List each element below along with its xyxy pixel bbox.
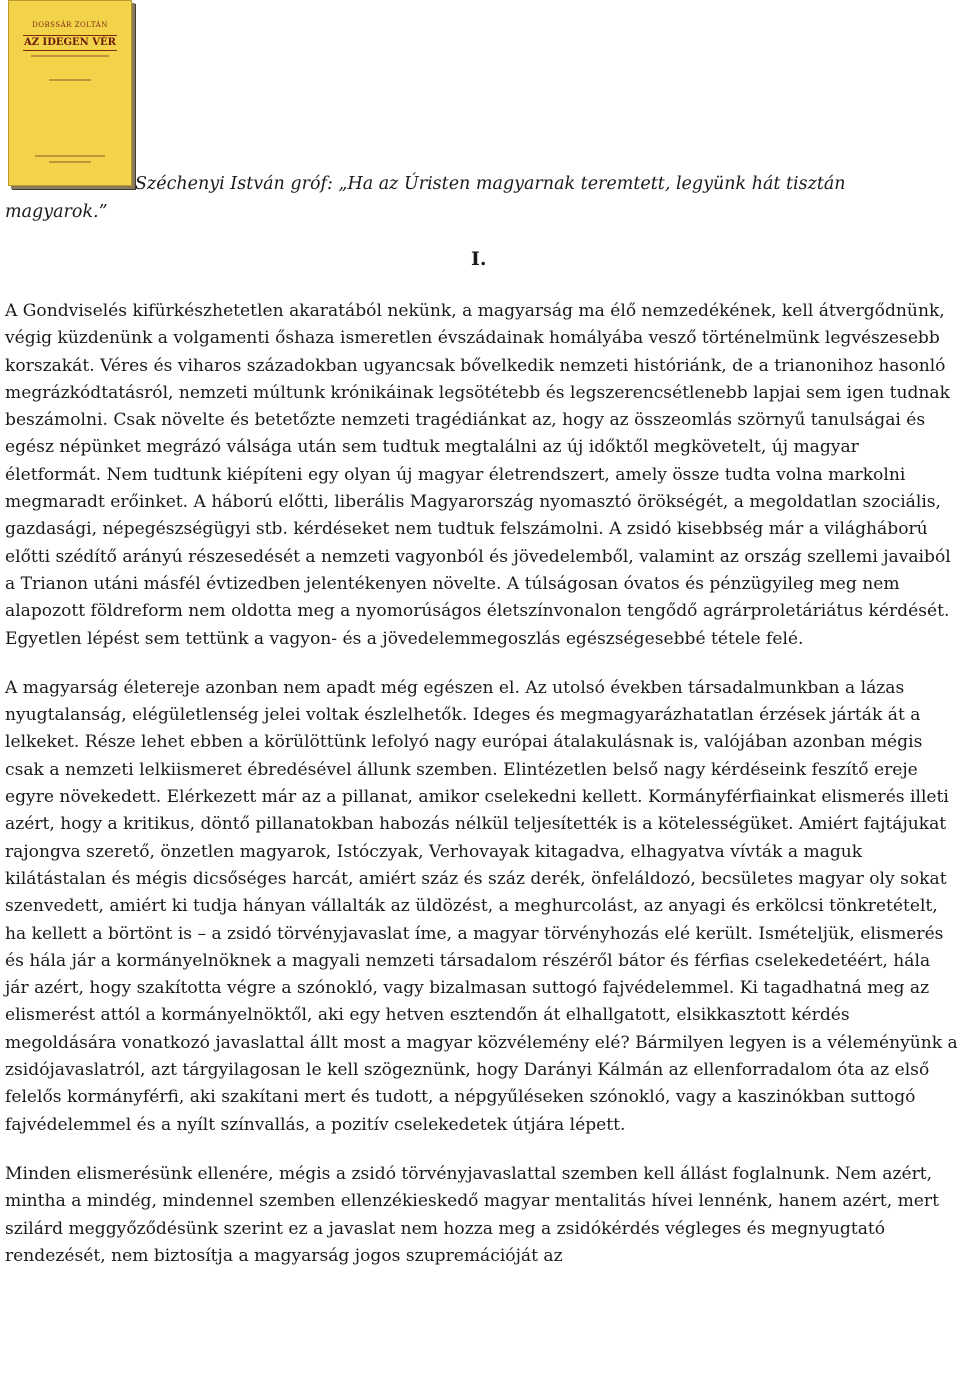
book-cover-author: DOBSSÁR ZOLTÁN	[32, 21, 108, 29]
epigraph-quote: Széchenyi István gróf: „Ha az Úristen magyarnak teremtett, legyünk hát tisztán magyarok.”	[5, 174, 846, 222]
book-cover-title: AZ IDEGEN VÉR	[23, 35, 117, 51]
book-cover-rule	[35, 155, 105, 157]
book-cover-rule	[49, 161, 91, 163]
body-text	[5, 298, 958, 1292]
book-cover-rule	[49, 79, 91, 81]
book-cover-image	[8, 0, 132, 186]
document-header	[5, 0, 958, 232]
section-number: I.	[471, 248, 487, 270]
document-page	[5, 0, 958, 1266]
book-cover-rule	[31, 55, 109, 57]
paragraph: A Gondviselés kifürkészhetetlen akaratából nekünk, a magyarság ma élő nemzedékének, kell átvergődnünk, végig küzdenünk a volgamenti őshaza ismeretlen évszádainak homályába vesző történelmünk legvészesebb korszakát. Véres és viharos századokban ugyancsak bővelkedik nemzeti históriánk, de a trianonihoz hasonló megrázkódtatásról, nemzeti múltunk krónikáinak legsötétebb és legszerencsétlenebb lapjai sem igen tudnak beszámolni. Csak növelte és betetőzte nemzeti tragédiánkat az, hogy az összeomlás szörnyű tanulságai és egész népünket megrázó válsága után sem tudtuk megtalálni az új időktől megkövetelt, új magyar életformát. Nem tudtunk kiépíteni egy olyan új magyar életrendszert, amely össze tudta volna markolni megmaradt erőinket. A háború előtti, liberális Magyarország nyomasztó örökségét, a megoldatlan szociális, gazdasági, népegészségügyi stb. kérdéseket nem tudtuk felszámolni. A zsidó kisebbség már a világháború előtti szédítő arányú részesedését a nemzeti vagyonból és jövedelemből, valamint az ország szellemi javaiból a Trianon utáni másfél évtizedben jelentékenyen növelte. A túlságosan óvatos és pénzügyileg meg nem alapozott földreform nem oldotta meg a nyomorúságos életszínvonalon tengődő agrárproletáriátus kérdését. Egyetlen lépést sem tettünk a vagyon- és a jövedelemmegoszlás egészségesebbé tétele felé.	[5, 301, 951, 649]
paragraph: A magyarság életereje azonban nem apadt még egészen el. Az utolsó években társadalmunkban a lázas nyugtalanság, elégületlenség jelei voltak észlelhetők. Ideges és megmagyarázhatatlan érzések járták át a lelkeket. Része lehet ebben a körülöttünk lefolyó nagy európai átalakulásnak is, valójában azonban mégis csak a nemzeti lelkiismeret ébredésével állunk szemben. Elintézetlen belső nagy kérdéseink feszítő ereje egyre növekedett. Elérkezett már az a pillanat, amikor cselekedni kellett. Kormányférfiainkat elismerés illeti azért, hogy a kritikus, döntő pillanatokban habozás nélkül teljesítették is a kötelességüket. Amiért fajtájukat rajongva szerető, önzetlen magyarok, Istóczyak, Verhovayak kitagadva, elhagyatva vívták a maguk kilátástalan és mégis dicsőséges harcát, amiért száz és száz derék, önfeláldozó, becsületes magyar oly sokat szenvedett, amiért ki tudja hányan vállalták az üldözést, a meghurcolást, az anyagi és erkölcsi tönkretételt, ha kellett a börtönt is – a zsidó törvényjavaslat íme, a magyar törvényhozás elé került. Ismételjük, elismerés és hála jár a kormányelnöknek a magyali nemzeti társadalom részéről bátor és férfias cselekedetéért, hála jár azért, hogy szakította végre a szónokló, vagy bizalmasan suttogó fajvédelemmel. Ki tagadhatná meg az elismerést attól a kormányelnöktől, aki egy hetven esztendőn át elhallgatott, elsikkasztott kérdés megoldására vonatkozó javaslattal állt most a magyar közvélemény elé? Bármilyen legyen is a véleményünk a zsidójavaslatról, azt tárgyilagosan le kell szögeznünk, hogy Darányi Kálmán az ellenforradalom óta az első felelős kormányférfi, aki szakítani mert és tudott, a népgyűléseken szónokló, vagy a kaszinókban suttogó fajvédelemmel és a nyílt színvallás, a pozitív cselekedetek útjára lépett.	[5, 677, 958, 1135]
paragraph: Minden elismerésünk ellenére, mégis a zsidó törvényjavaslattal szemben kell állást foglalnunk. Nem azért, mintha a mindég, mindennel szemben ellenzékieskedő magyar mentalitás hívei lennénk, hanem azért, mert szilárd meggyőződésünk szerint ez a javaslat nem hozza meg a zsidókérdés végleges és megnyugtató rendezését, nem biztosítja a magyarság jogos szupremációját az	[5, 1163, 939, 1266]
